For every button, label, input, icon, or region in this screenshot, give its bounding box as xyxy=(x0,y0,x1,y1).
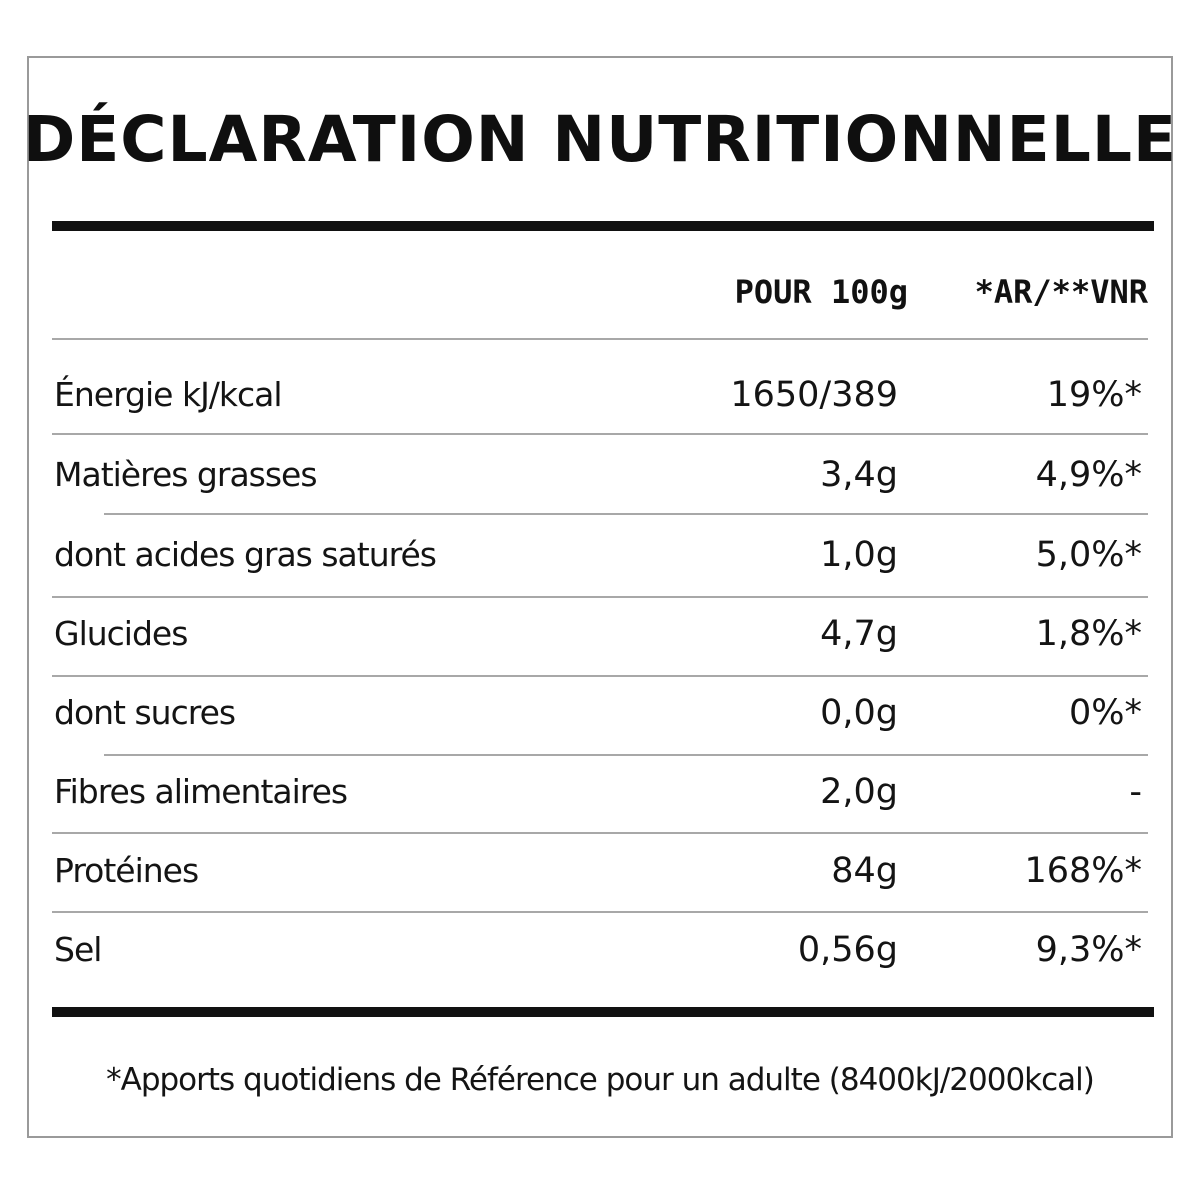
nutrient-label: Énergie kJ/kcal xyxy=(54,375,282,414)
bottom-divider xyxy=(52,1007,1154,1017)
nutrient-amount: 0,0g xyxy=(820,693,898,733)
nutrient-reference-intake: 1,8%* xyxy=(1035,614,1142,654)
table-row xyxy=(0,910,1200,990)
nutrient-reference-intake: 9,3%* xyxy=(1035,930,1142,970)
nutrient-label: Glucides xyxy=(54,614,188,653)
table-row xyxy=(0,673,1200,753)
nutrient-amount: 2,0g xyxy=(820,772,898,812)
nutrient-amount: 84g xyxy=(831,851,898,891)
nutrient-reference-intake: 0%* xyxy=(1068,693,1142,733)
nutrient-reference-intake: 5,0%* xyxy=(1035,535,1142,575)
nutrient-amount: 1,0g xyxy=(820,535,898,575)
nutrient-reference-intake: 19%* xyxy=(1046,375,1142,415)
nutrient-amount: 1650/389 xyxy=(730,375,898,415)
nutrient-label: Fibres alimentaires xyxy=(54,772,348,811)
column-header-reference-intake: *AR/**VNR xyxy=(974,273,1148,311)
nutrient-label: dont sucres xyxy=(54,693,236,732)
column-header-per-100g: POUR 100g xyxy=(734,273,908,311)
top-divider xyxy=(52,221,1154,231)
table-row xyxy=(0,831,1200,911)
reference-intake-footnote: *Apports quotidiens de Référence pour un adulte (8400kJ/2000kcal) xyxy=(106,1062,1094,1098)
table-row xyxy=(0,355,1200,435)
page-title: DÉCLARATION NUTRITIONNELLE xyxy=(22,103,1178,176)
nutrient-reference-intake: 168%* xyxy=(1024,851,1142,891)
nutrient-amount: 0,56g xyxy=(797,930,898,970)
nutrient-amount: 3,4g xyxy=(820,455,898,495)
nutrient-label: Protéines xyxy=(54,851,199,890)
nutrient-reference-intake: - xyxy=(1129,772,1142,812)
nutrient-label: dont acides gras saturés xyxy=(54,535,436,574)
table-row xyxy=(0,594,1200,674)
nutrient-label: Matières grasses xyxy=(54,455,317,494)
header-divider xyxy=(52,338,1148,340)
nutrient-label: Sel xyxy=(54,930,102,969)
table-row xyxy=(0,752,1200,832)
table-row xyxy=(0,435,1200,515)
table-row xyxy=(0,515,1200,595)
nutrient-amount: 4,7g xyxy=(820,614,898,654)
nutrient-reference-intake: 4,9%* xyxy=(1035,455,1142,495)
